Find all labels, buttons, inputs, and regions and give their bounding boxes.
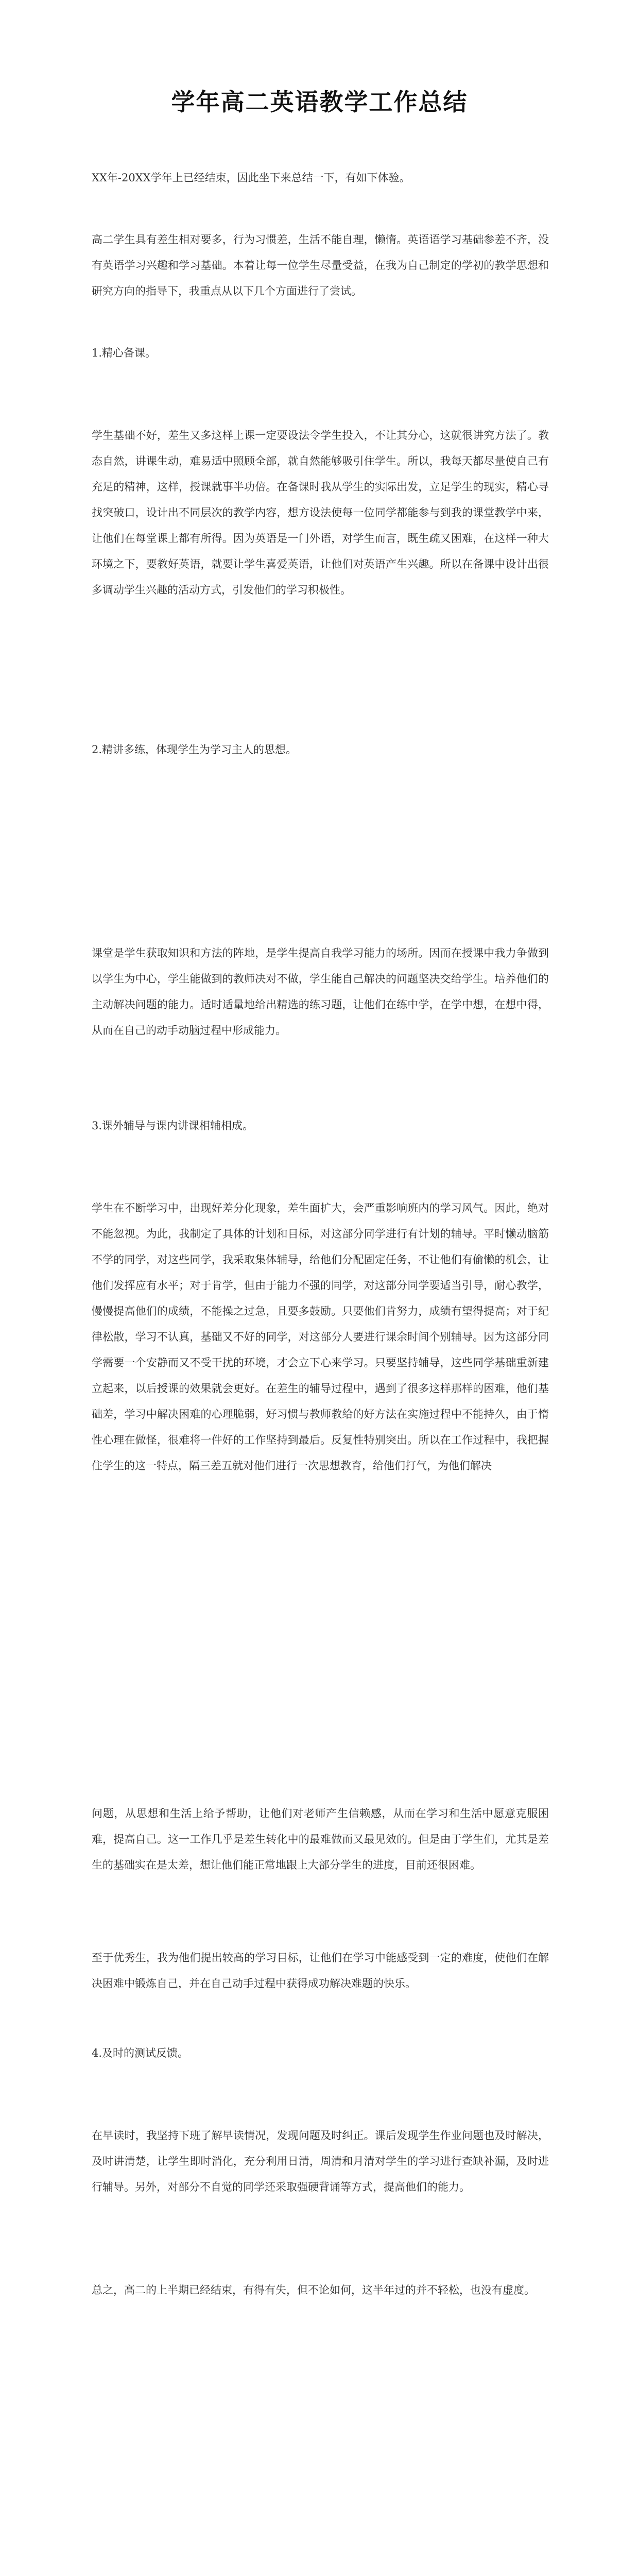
intro-paragraph: XX年-20XX学年上已经结束，因此坐下来总结一下，有如下体验。 (92, 172, 410, 184)
section-heading-4: 4.及时的测试反馈。 (92, 2047, 189, 2059)
section-body-2: 课堂是学生获取知识和方法的阵地，是学生提高自我学习能力的场所。因而在授课中我力争做到以学生为中心，学生能做到的教师决对不做，学生能自己解决的问题坚决交给学生。培养他们的主动解决问题的能力。适时适量地给出精选的练习题，让他们在练中学，在学中想，在想中得，从而在自己的动手动脑过程中形成能力。 (92, 947, 549, 1037)
section-heading-1: 1.精心备课。 (92, 347, 157, 359)
section-body-3-part-1: 学生在不断学习中，出现好差分化现象，差生面扩大，会严重影响班内的学习风气。因此，绝对不能忽视。为此，我制定了具体的计划和目标，对这部分同学进行有计划的辅导。平时懒动脑筋不学的同学，对这些同学，我采取集体辅导，给他们分配固定任务，不让他们有偷懒的机会，让他们发挥应有水平；对于肯学，但由于能力不强的同学，对这部分同学要适当引导，耐心教学，慢慢提高他们的成绩，不能操之过急，且要多鼓励。只要他们肯努力，成绩有望得提高；对于纪律松散，学习不认真，基础又不好的同学，对这部分人要进行课余时间个别辅导。因为这部分同学需要一个安静而又不受干扰的环境，才会立下心来学习。只要坚持辅导，这些同学基础重新建立起来，以后授课的效果就会更好。在差生的辅导过程中，遇到了很多这样那样的困难，他们基础差，学习中解决困难的心理脆弱，好习惯与教师教给的好方法在实施过程中不能持久，由于惰性心理在做怪，很难将一件好的工作坚持到最后。反复性特别突出。所以在工作过程中，我把握住学生的这一特点，隔三差五就对他们进行一次思想教育，给他们打气，为他们解决 (92, 1202, 549, 1472)
section-body-1: 学生基础不好，差生又多这样上课一定要设法令学生投入，不让其分心，这就很讲究方法了。教态自然，讲课生动，难易适中照顾全部，就自然能够吸引住学生。所以，我每天都尽量使自己有充足的精神，这样，授课就事半功倍。在备课时我从学生的实际出发，立足学生的现实，精心寻找突破口，设计出不同层次的教学内容，想方设法使每一位同学都能参与到我的课堂教学中来，让他们在每堂课上都有所得。因为英语是一门外语，对学生而言，既生疏又困难，在这样一种大环境之下，要教好英语，就要让学生喜爱英语，让他们对英语产生兴趣。所以在备课中设计出很多调动学生兴趣的活动方式，引发他们的学习积极性。 (92, 429, 549, 596)
page-title: 学年高二英语教学工作总结 (171, 88, 468, 116)
conclusion-paragraph: 总之，高二的上半期已经结束，有得有失，但不论如何，这半年过的并不轻松，也没有虚度。 (92, 2284, 535, 2296)
section-heading-2: 2.精讲多练，体现学生为学习主人的思想。 (92, 743, 297, 756)
section-body-4: 在早读时，我坚持下班了解早读情况，发现问题及时纠正。课后发现学生作业问题也及时解决，及时讲清楚，让学生即时消化，充分利用日清，周清和月清对学生的学习进行查缺补漏，及时进行辅导。另外，对部分不自觉的同学还采取强硬背诵等方式，提高他们的能力。 (92, 2129, 549, 2193)
section-body-3-part-3: 至于优秀生，我为他们提出较高的学习目标，让他们在学习中能感受到一定的难度，使他们在解决困难中锻炼自己，并在自己动手过程中获得成功解决难题的快乐。 (92, 1952, 549, 1990)
section-body-3-part-2: 问题，从思想和生活上给予帮助，让他们对老师产生信赖感，从而在学习和生活中愿意克服困难，提高自己。这一工作几乎是差生转化中的最难做而又最见效的。但是由于学生们，尤其是差生的基础实在是太差，想让他们能正常地跟上大部分学生的进度，目前还很困难。 (92, 1807, 549, 1871)
section-heading-3: 3.课外辅导与课内讲课相辅相成。 (92, 1120, 254, 1132)
overview-paragraph: 高二学生具有差生相对要多，行为习惯差，生活不能自理，懒惰。英语语学习基础参差不齐，没有英语学习兴趣和学习基础。本着让每一位学生尽量受益，在我为自己制定的学初的教学思想和研究方向的指导下，我重点从以下几个方面进行了尝试。 (92, 233, 549, 297)
